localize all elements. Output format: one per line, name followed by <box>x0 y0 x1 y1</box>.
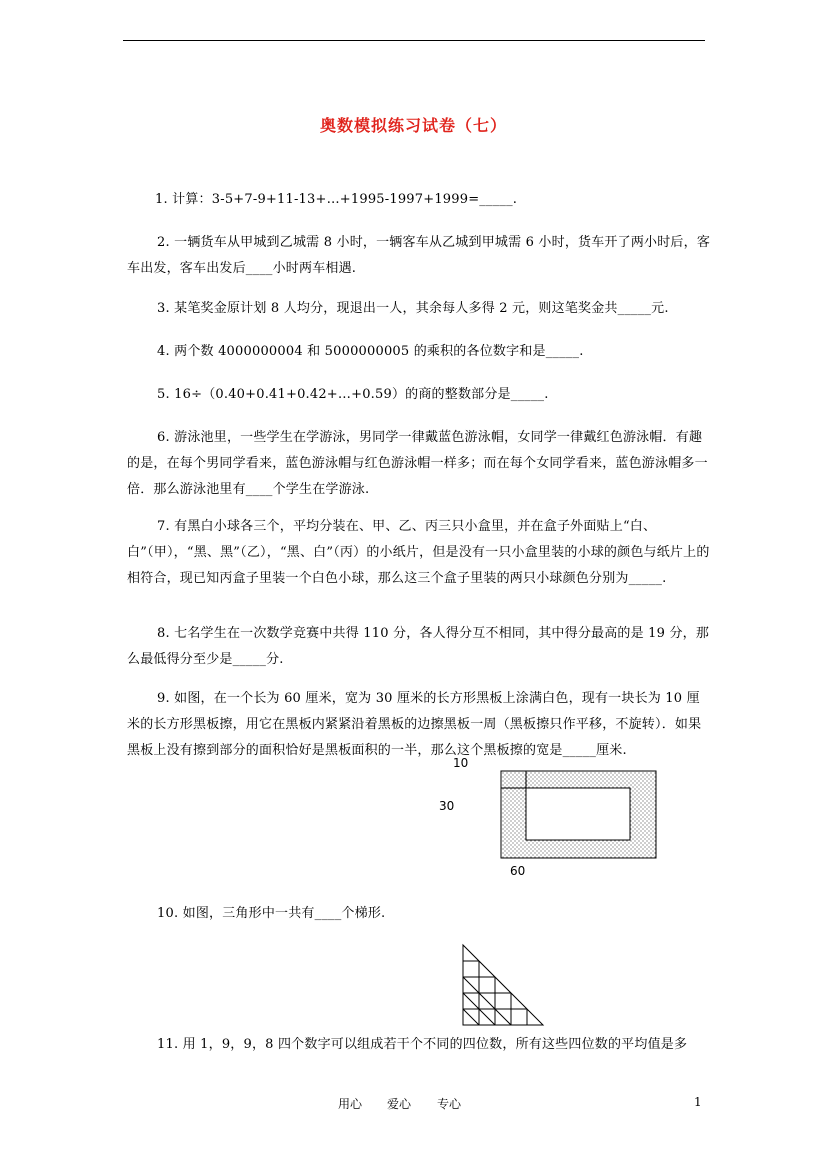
fig9-label-height: 30 <box>439 799 455 813</box>
question-number: 2. <box>157 235 170 250</box>
question-5 <box>127 382 712 408</box>
question-3 <box>127 296 712 322</box>
question-number: 4. <box>157 344 170 359</box>
question-number: 9. <box>157 691 170 706</box>
question-number: 10. <box>157 906 179 921</box>
blackboard-figure <box>498 768 660 862</box>
header-rule <box>123 40 705 41</box>
outer-triangle <box>463 945 543 1025</box>
question-number: 6. <box>157 430 170 445</box>
footer-text-1: 用心 <box>338 1097 363 1111</box>
question-number: 8. <box>157 626 170 641</box>
footer-text-2: 爱心 <box>387 1097 412 1111</box>
question-2 <box>127 230 712 282</box>
footer-text-3: 专心 <box>437 1097 462 1111</box>
question-text: 如图，在一个长为 60 厘米，宽为 30 厘米的长方形黑板上涂满白色，现有一块长为 10 厘米的长方形黑板擦，用它在黑板内紧紧沿着黑板的边擦黑板一周（黑板擦只作平移，不旋转）．如果黑板上没有擦到部分的面积恰好是黑板面积的一半，那么这个黑板擦的宽是_____厘米. <box>127 691 702 758</box>
question-text: 有黑白小球各三个，平均分装在、甲、乙、丙三只小盒里，并在盒子外面贴上“白、白”（甲），“黑、黑”（乙），“黑、白”（丙）的小纸片，但是没有一只小盒里装的小球的颜色与纸片上的相符合，现已知丙盒子里装一个白色小球，那么这三个盒子里装的两只小球颜色分别为_____. <box>127 519 710 586</box>
question-text: 计算：3-5+7-9+11-13+…+1995-1997+1999=_____. <box>172 192 518 207</box>
question-9 <box>127 686 712 764</box>
question-8 <box>127 621 712 673</box>
question-number: 3. <box>157 301 170 316</box>
question-4 <box>127 339 712 365</box>
question-number: 11. <box>157 1037 179 1052</box>
question-text: 如图，三角形中一共有____个梯形. <box>182 906 386 921</box>
question-text: 一辆货车从甲城到乙城需 8 小时，一辆客车从乙城到甲城需 6 小时，货车开了两小时后，客车出发，客车出发后____小时两车相遇. <box>127 235 711 276</box>
triangle-figure <box>460 942 546 1028</box>
question-11 <box>127 1032 712 1058</box>
question-7 <box>127 514 712 592</box>
question-number: 5. <box>157 387 170 402</box>
question-6 <box>127 425 712 503</box>
question-text: 16÷（0.40+0.41+0.42+…+0.59）的商的整数部分是_____. <box>174 387 549 402</box>
page-title: 奥数模拟练习试卷（七） <box>319 116 507 135</box>
question-number: 1. <box>155 192 168 207</box>
question-1 <box>127 187 712 213</box>
fig9-label-width: 10 <box>453 756 469 770</box>
question-10 <box>127 901 712 927</box>
question-text: 游泳池里，一些学生在学游泳，男同学一律戴蓝色游泳帽，女同学一律戴红色游泳帽．有趣的是，在每个男同学看来，蓝色游泳帽与红色游泳帽一样多；而在每个女同学看来，蓝色游泳帽多一倍．那么游泳池里有____个学生在学游泳. <box>127 430 708 497</box>
question-text: 用 1，9，9，8 四个数字可以组成若干个不同的四位数，所有这些四位数的平均值是多 <box>182 1037 688 1052</box>
unwiped-area-rect <box>526 788 630 840</box>
question-number: 7. <box>157 519 170 534</box>
question-text: 两个数 4000000004 和 5000000005 的乘积的各位数字和是_____. <box>174 344 584 359</box>
page-number: 1 <box>694 1095 702 1109</box>
question-text: 某笔奖金原计划 8 人均分，现退出一人，其余每人多得 2 元，则这笔奖金共_____元. <box>174 301 669 316</box>
question-text: 七名学生在一次数学竞赛中共得 110 分，各人得分互不相同，其中得分最高的是 19 分，那么最低得分至少是_____分. <box>127 626 710 667</box>
fig9-label-length: 60 <box>510 864 526 878</box>
